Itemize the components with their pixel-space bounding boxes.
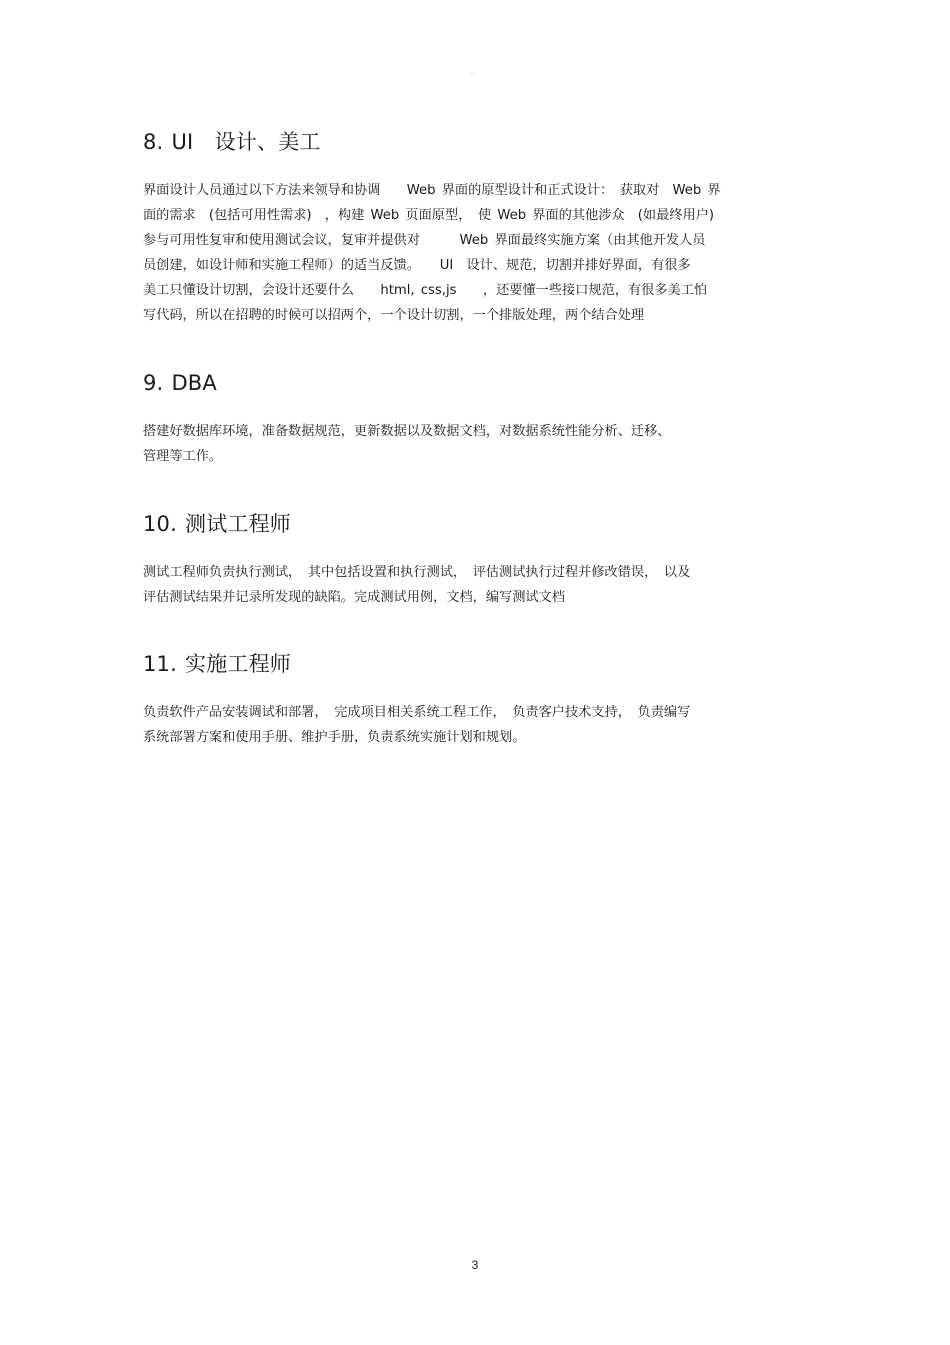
- section-paragraph: [143, 700, 813, 750]
- section-number: 9.: [143, 371, 164, 395]
- section-implementation-engineer: [143, 650, 813, 750]
- paragraph-line: 界面设计人员通过以下方法来领导和协调 Web 界面的原型设计和正式设计： 获取对 Web 界: [143, 183, 721, 198]
- paragraph-line: 写代码，所以在招聘的时候可以招两个，一个设计切割，一个排版处理，两个结合处理: [143, 308, 645, 323]
- section-ui-design: [143, 128, 813, 328]
- paragraph-line: 系统部署方案和使用手册、维护手册，负责系统实施计划和规划。: [143, 730, 526, 745]
- paragraph-line: 搭建好数据库环境，准备数据规范，更新数据以及数据文档，对数据系统性能分析、迁移、: [143, 424, 671, 439]
- section-test-engineer: [143, 510, 813, 610]
- paragraph-line: 负责软件产品安装调试和部署， 完成项目相关系统工程工作， 负责客户技术支持， 负责编写: [143, 705, 691, 720]
- paragraph-line: 美工只懂设计切割，会设计还要什么 html, css,js ，还要懂一些接口规范，有很多美工怕: [143, 283, 708, 298]
- page-number: 3: [471, 1258, 479, 1272]
- section-title: 实施工程师: [185, 652, 291, 676]
- section-title: DBA: [171, 371, 217, 395]
- section-number: 8.: [143, 130, 164, 154]
- section-heading: [143, 369, 813, 397]
- section-paragraph: [143, 419, 813, 469]
- paragraph-line: 面的需求 (包括可用性需求) ，构建 Web 页面原型， 使 Web 界面的其他涉众 (如最终用户): [143, 208, 714, 223]
- paragraph-line: 管理等工作。: [143, 449, 223, 464]
- paragraph-line: 评估测试结果并记录所发现的缺陷。完成测试用例，文档，编写测试文档: [143, 590, 565, 605]
- section-title: 测试工程师: [185, 512, 291, 536]
- paragraph-line: 参与可用性复审和使用测试会议，复审并提供对 Web 界面最终实施方案（由其他开发人员: [143, 233, 706, 248]
- section-paragraph: [143, 178, 813, 328]
- paragraph-line: 员创建，如设计师和实施工程师）的适当反馈。 UI 设计、规范，切割并排好界面，有很多: [143, 258, 691, 273]
- section-number: 11.: [143, 652, 177, 676]
- section-heading: [143, 128, 813, 156]
- paragraph-line: 测试工程师负责执行测试， 其中包括设置和执行测试， 评估测试执行过程并修改错误， 以及: [143, 565, 691, 580]
- section-paragraph: [143, 560, 813, 610]
- section-title: UI 设计、美工: [171, 130, 321, 154]
- header-mark: ◦: [469, 70, 474, 79]
- section-number: 10.: [143, 512, 177, 536]
- section-heading: [143, 650, 813, 678]
- section-heading: [143, 510, 813, 538]
- section-dba: [143, 369, 813, 469]
